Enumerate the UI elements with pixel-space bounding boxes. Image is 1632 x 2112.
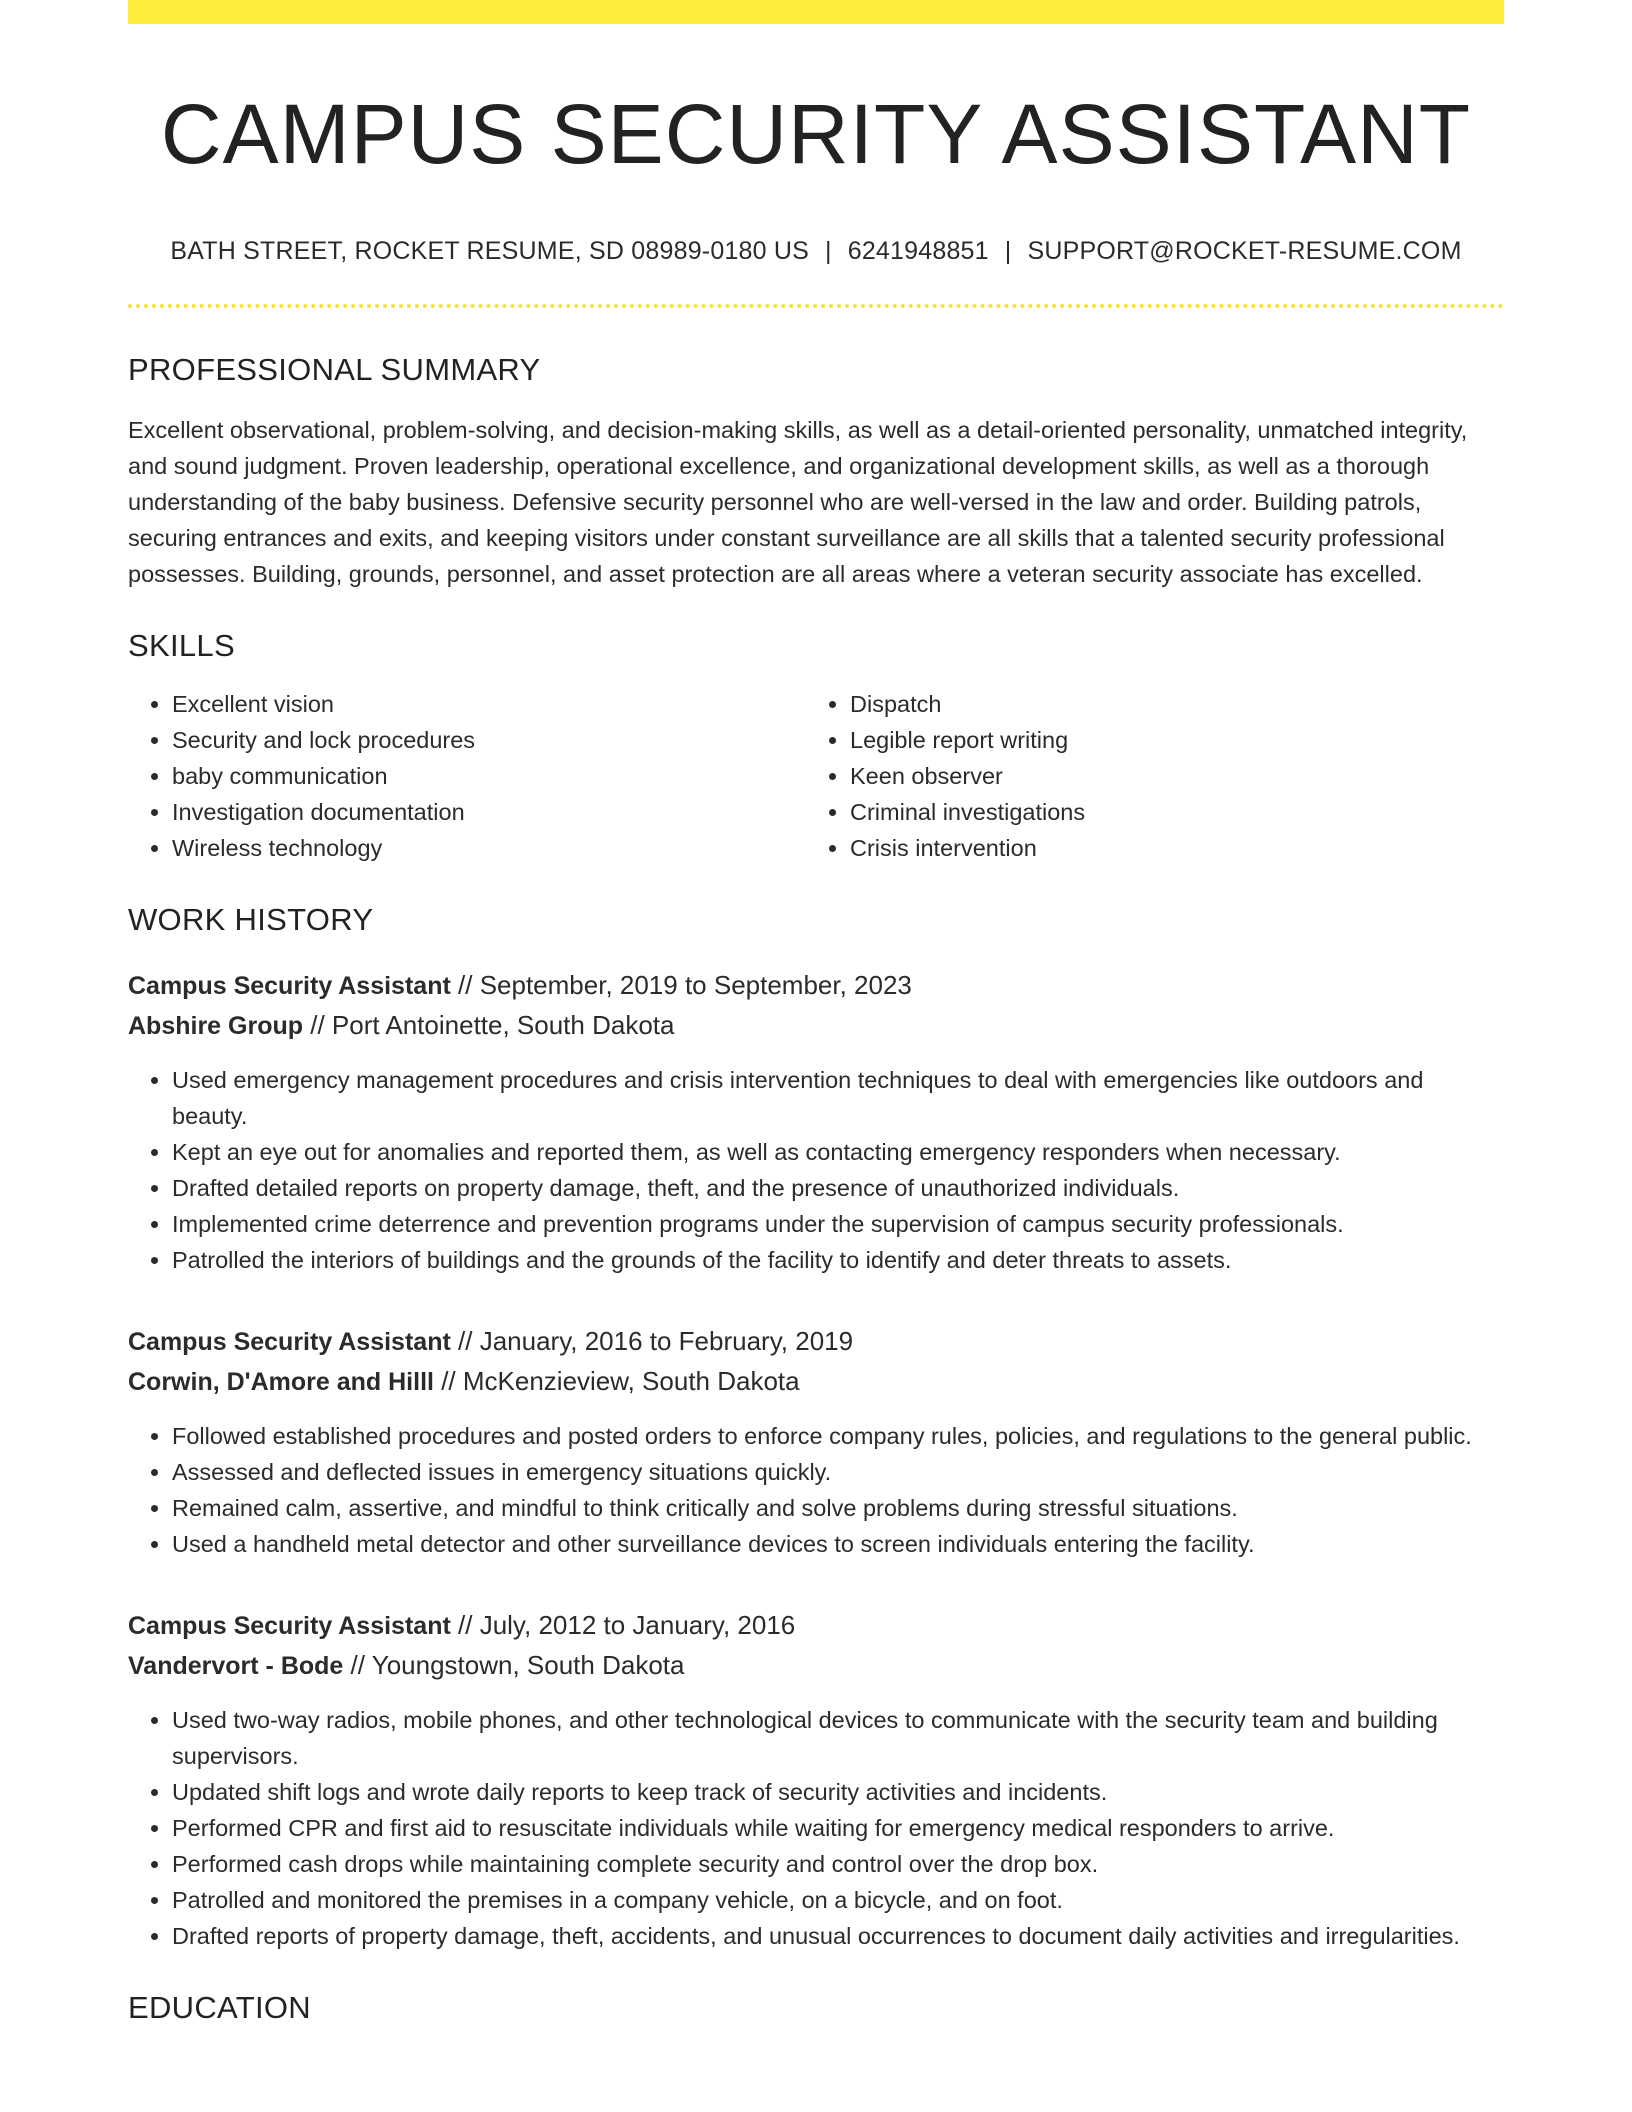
skill-item: • Keen observer: [850, 758, 1484, 794]
job-role: Campus Security Assistant: [128, 1611, 451, 1640]
job-dates: // September, 2019 to September, 2023: [450, 969, 912, 1000]
work-history-heading: WORK HISTORY: [128, 901, 374, 937]
job-company-line: [128, 1646, 1504, 1686]
job-bullet: • Patrolled the interiors of buildings and the grounds of the facility to identify and deter threats to assets.: [172, 1242, 1504, 1278]
job-company: Vandervort - Bode: [128, 1651, 344, 1680]
job-bullet: • Performed cash drops while maintaining complete security and control over the drop box.: [172, 1846, 1504, 1882]
job-bullets: [128, 1418, 1504, 1562]
skill-item: • Wireless technology: [172, 830, 806, 866]
skills-list: [128, 686, 1504, 866]
skills-column-left: [128, 686, 806, 866]
job-bullet: • Used two-way radios, mobile phones, and other technological devices to communicate with the security team and building supervisors.: [172, 1702, 1504, 1774]
job-bullet: • Followed established procedures and posted orders to enforce company rules, policies, and regulations to the general public.: [172, 1418, 1504, 1454]
job-bullets: [128, 1702, 1504, 1954]
job-company-line: [128, 1362, 1504, 1402]
contact-phone: 6241948851: [847, 236, 989, 265]
job-location: // Port Antoinette, South Dakota: [303, 1009, 675, 1040]
dotted-divider: [128, 304, 1504, 308]
job-bullets: [128, 1062, 1504, 1278]
contact-separator: |: [825, 236, 832, 265]
skills-heading: SKILLS: [128, 627, 235, 663]
job-company-line: [128, 1006, 1504, 1046]
job-title-line: [128, 1322, 1504, 1362]
resume-name: CAMPUS SECURITY ASSISTANT: [160, 87, 1472, 181]
job-location: // McKenzieview, South Dakota: [433, 1365, 800, 1396]
job-dates: // January, 2016 to February, 2019: [450, 1325, 854, 1356]
skill-item: • Security and lock procedures: [172, 722, 806, 758]
job-role: Campus Security Assistant: [128, 1327, 451, 1356]
contact-address: BATH STREET, ROCKET RESUME, SD 08989-0180 US: [170, 236, 810, 265]
job-bullet: • Implemented crime deterrence and prevention programs under the supervision of campus security professionals.: [172, 1206, 1504, 1242]
summary-heading: PROFESSIONAL SUMMARY: [128, 351, 541, 387]
skill-item: • Investigation documentation: [172, 794, 806, 830]
summary-text: Excellent observational, problem-solving, and decision-making skills, as well as a detail-oriented personality, unmatched integrity, and sound judgment. Proven leadership, operational excellence, and organizational development skills, as well as a thorough understanding of the baby business. Defensive security personnel who are well-versed in the law and order. Building patrols, securing entrances and exits, and keeping visitors under constant surveillance are all skills that a talented security professional possesses. Building, grounds, personnel, and asset protection are all areas where a veteran security associate has excelled.: [128, 416, 1468, 587]
job-title-line: [128, 1606, 1504, 1646]
contact-line: [128, 237, 1504, 266]
job-company: Abshire Group: [128, 1011, 304, 1040]
job-role: Campus Security Assistant: [128, 971, 451, 1000]
job-company: Corwin, D'Amore and Hilll: [128, 1367, 434, 1396]
skill-item: • Criminal investigations: [850, 794, 1484, 830]
job-bullet: • Performed CPR and first aid to resuscitate individuals while waiting for emergency medical responders to arrive.: [172, 1810, 1504, 1846]
resume-content: [128, 0, 1504, 2026]
job-location: // Youngstown, South Dakota: [343, 1649, 685, 1680]
contact-email: SUPPORT@ROCKET-RESUME.COM: [1027, 236, 1462, 265]
job-bullet: • Assessed and deflected issues in emergency situations quickly.: [172, 1454, 1504, 1490]
skill-item: • baby communication: [172, 758, 806, 794]
job-entry: [128, 1606, 1504, 1954]
skill-item: • Legible report writing: [850, 722, 1484, 758]
job-dates: // July, 2012 to January, 2016: [450, 1609, 796, 1640]
accent-bar: [128, 0, 1504, 24]
skill-item: • Excellent vision: [172, 686, 806, 722]
skill-item: • Crisis intervention: [850, 830, 1484, 866]
skill-item: • Dispatch: [850, 686, 1484, 722]
job-bullet: • Patrolled and monitored the premises in a company vehicle, on a bicycle, and on foot.: [172, 1882, 1504, 1918]
job-bullet: • Used emergency management procedures and crisis intervention techniques to deal with emergencies like outdoors and beauty.: [172, 1062, 1504, 1134]
job-bullet: • Updated shift logs and wrote daily reports to keep track of security activities and incidents.: [172, 1774, 1504, 1810]
job-title-line: [128, 966, 1504, 1006]
job-entry: [128, 1322, 1504, 1562]
job-bullet: • Remained calm, assertive, and mindful to think critically and solve problems during stressful situations.: [172, 1490, 1504, 1526]
education-heading: EDUCATION: [128, 1989, 311, 2025]
job-bullet: • Used a handheld metal detector and other surveillance devices to screen individuals entering the facility.: [172, 1526, 1504, 1562]
contact-separator: |: [1004, 236, 1012, 265]
skills-column-right: [806, 686, 1484, 866]
job-bullet: • Drafted detailed reports on property damage, theft, and the presence of unauthorized individuals.: [172, 1170, 1504, 1206]
job-bullet: • Drafted reports of property damage, theft, accidents, and unusual occurrences to document daily activities and irregularities.: [172, 1918, 1504, 1954]
job-bullet: • Kept an eye out for anomalies and reported them, as well as contacting emergency responders when necessary.: [172, 1134, 1504, 1170]
job-entry: [128, 966, 1504, 1278]
